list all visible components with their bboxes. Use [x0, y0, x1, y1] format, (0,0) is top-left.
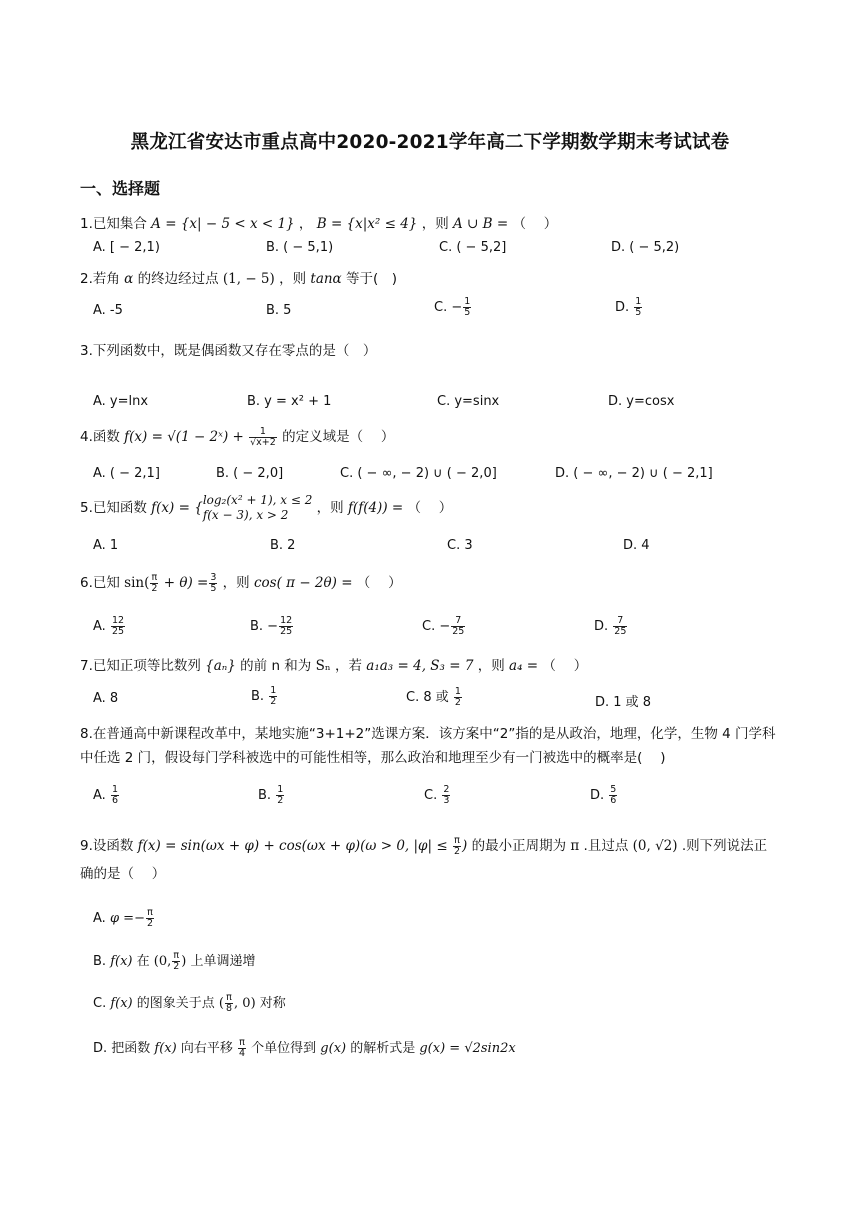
question-3-option-d[interactable]: D. y=cosx	[608, 394, 675, 409]
fraction: $\frac{1}{5}$	[635, 296, 642, 318]
piecewise: log₂(x² + 1), x ≤ 2 f(x − 3), x > 2	[202, 493, 313, 522]
question-2-option-c[interactable]: C. − $\frac{1}{5}$	[434, 296, 471, 318]
fraction: $\frac{\pi}{4}$	[238, 1037, 246, 1059]
question-6-option-a[interactable]: A. $\frac{12}{25}$	[93, 615, 125, 637]
question-3-option-c[interactable]: C. y=sinx	[437, 394, 500, 409]
question-5-option-b[interactable]: B. 2	[270, 538, 296, 553]
question-7-option-c[interactable]: C. 8 或 $\frac{1}{2}$	[406, 686, 461, 708]
question-9-option-c[interactable]: C. f(x) 的图象关于点 ( $\frac{\pi}{8}$ , 0) 对称	[93, 992, 286, 1014]
question-8-option-a[interactable]: A. $\frac{1}{6}$	[93, 784, 118, 806]
question-2-stem: 2.若角 α 的终边经过点 (1, − 5) ，则 tanα 等于( )	[80, 271, 398, 287]
fraction: $\frac{\pi}{8}$	[225, 992, 233, 1014]
question-3-stem: 3.下列函数中，既是偶函数又存在零点的是（ ）	[80, 343, 377, 359]
fraction: $\frac{\pi}{2}$	[173, 950, 180, 972]
fraction: $\frac{1}{6}$	[111, 784, 118, 806]
fraction: $\frac{\pi}{2}$	[146, 907, 154, 929]
question-1-option-c[interactable]: C. ( − 5,2]	[439, 240, 507, 255]
question-9-option-d[interactable]: D. 把函数 f(x) 向右平移 $\frac{\pi}{4}$ 个单位得到 g(x) 的解析式是 g(x) = √2sin2x	[93, 1037, 516, 1059]
fraction: $\frac{1}{5}$	[464, 296, 471, 318]
question-4-stem: 4.函数 f(x) = √(1 − 2ˣ) + $\frac{1}{√x+2}$ 的定义域是（ ）	[80, 425, 395, 448]
fraction: $\frac{2}{3}$	[443, 784, 450, 806]
fraction: $\frac{1}{2}$	[277, 784, 284, 806]
fraction: $\frac{1}{2}$	[270, 685, 277, 707]
fraction: $\frac{7}{25}$	[452, 615, 465, 637]
question-4-option-b[interactable]: B. ( − 2,0]	[216, 466, 284, 481]
fraction: $\frac{12}{25}$	[280, 615, 293, 637]
question-7-option-d[interactable]: D. 1 或 8	[595, 695, 652, 710]
question-6-option-d[interactable]: D. $\frac{7}{25}$	[594, 615, 627, 637]
fraction: $\frac{7}{25}$	[614, 615, 627, 637]
question-8-stem: 8.在普通高中新课程改革中，某地实施“3+1+2”选课方案．该方案中“2”指的是从政治，地理，化学，生物 4 门学科中任选 2 门，假设每门学科被选中的可能性相等，那么政治和地理至少有一门被选中的概率是( )	[80, 726, 776, 766]
question-7-option-b[interactable]: B. $\frac{1}{2}$	[251, 685, 277, 707]
question-2-option-d[interactable]: D. $\frac{1}{5}$	[615, 296, 642, 318]
question-9-option-a[interactable]: A. φ =− $\frac{\pi}{2}$	[93, 907, 154, 929]
question-1-option-d[interactable]: D. ( − 5,2)	[611, 240, 680, 255]
question-9-stem: 9.设函数 f(x) = sin(ωx + φ) + cos(ωx + φ)(ω > 0, |φ| ≤ $\frac{\pi}{2}$ ) 的最小正周期为 π .且过点 (0, √2) .则下列说法正确的是（ ）	[80, 834, 768, 882]
question-5-option-c[interactable]: C. 3	[447, 538, 473, 553]
question-2-option-b[interactable]: B. 5	[266, 303, 292, 318]
question-4-option-a[interactable]: A. ( − 2,1]	[93, 466, 160, 481]
page-title: 黑龙江省安达市重点高中2020-2021学年高二下学期数学期末考试试卷	[130, 132, 730, 153]
question-2-option-a[interactable]: A. -5	[93, 303, 123, 318]
question-4-option-c[interactable]: C. ( − ∞, − 2) ∪ ( − 2,0]	[340, 466, 497, 481]
question-1-option-a[interactable]: A. [ − 2,1)	[93, 240, 160, 255]
fraction: $\frac{\pi}{2}$	[151, 571, 158, 594]
question-5-option-d[interactable]: D. 4	[623, 538, 650, 553]
question-8-option-c[interactable]: C. $\frac{2}{3}$	[424, 784, 450, 806]
question-7-option-a[interactable]: A. 8	[93, 691, 119, 706]
question-9-option-b[interactable]: B. f(x) 在 (0, $\frac{\pi}{2}$ ) 上单调递增	[93, 950, 256, 972]
fraction: $\frac{5}{6}$	[610, 784, 617, 806]
question-3-option-b[interactable]: B. y = x² + 1	[247, 394, 332, 409]
question-6-option-b[interactable]: B. − $\frac{12}{25}$	[250, 615, 293, 637]
question-8-option-b[interactable]: B. $\frac{1}{2}$	[258, 784, 284, 806]
fraction: $\frac{\pi}{2}$	[453, 834, 460, 857]
question-6-stem: 6.已知 sin( $\frac{\pi}{2}$ + θ) = $\frac{3}{5}$ ，则 cos( π − 2θ) = （ ）	[80, 571, 402, 594]
question-5-option-a[interactable]: A. 1	[93, 538, 119, 553]
question-8-option-d[interactable]: D. $\frac{5}{6}$	[590, 784, 617, 806]
section-heading: 一、选择题	[80, 179, 161, 198]
question-4-option-d[interactable]: D. ( − ∞, − 2) ∪ ( − 2,1]	[555, 466, 713, 481]
question-7-stem: 7.已知正项等比数列 {aₙ} 的前 n 和为 Sₙ ，若 a₁a₃ = 4, S₃ = 7 ，则 a₄ = （ ）	[80, 658, 588, 674]
fraction: $\frac{1}{2}$	[454, 686, 461, 708]
question-5-stem: 5.已知函数 f(x) = { log₂(x² + 1), x ≤ 2 f(x − 3), x > 2 ，则 f(f(4)) = （ ）	[80, 493, 453, 522]
question-1-stem: 1.已知集合 A = {x| − 5 < x < 1} ， B = {x|x² ≤ 4} ，则 A ∪ B = （ ）	[80, 216, 558, 232]
fraction: $\frac{1}{√x+2}$	[250, 425, 276, 448]
question-6-option-c[interactable]: C. − $\frac{7}{25}$	[422, 615, 465, 637]
question-1-option-b[interactable]: B. ( − 5,1)	[266, 240, 334, 255]
fraction: $\frac{12}{25}$	[111, 615, 125, 637]
question-3-option-a[interactable]: A. y=lnx	[93, 394, 149, 409]
fraction: $\frac{3}{5}$	[210, 571, 217, 594]
